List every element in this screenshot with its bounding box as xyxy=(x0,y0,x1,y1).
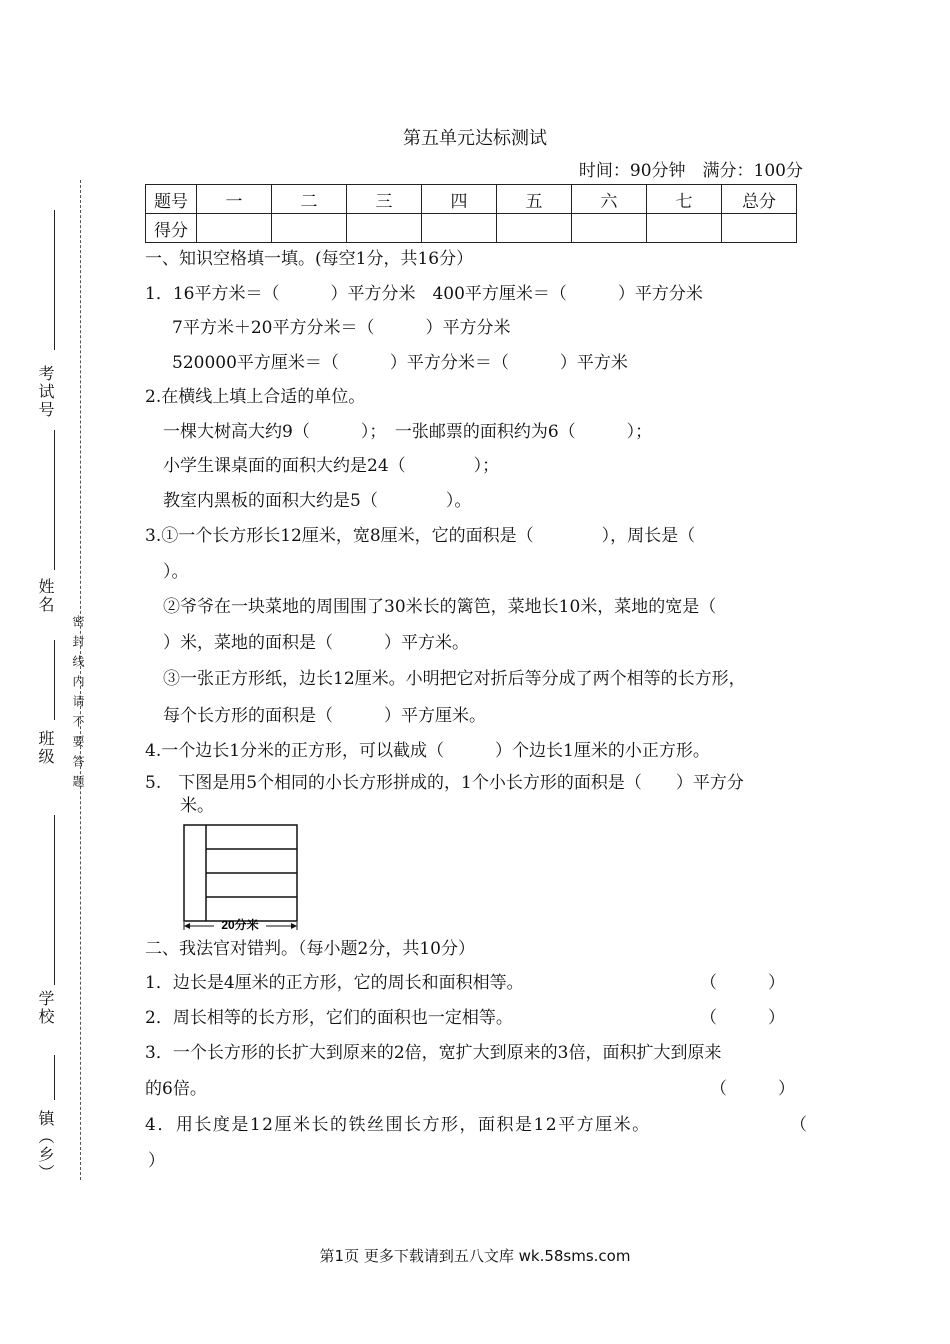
school-field[interactable] xyxy=(54,815,55,985)
question-4: 4.一个边长1分米的正方形，可以截成（ ）个边长1厘米的小正方形。 xyxy=(145,741,710,761)
score-table-score-row xyxy=(146,214,797,243)
table-cell: 三 xyxy=(347,185,422,214)
table-cell: 总分 xyxy=(722,185,797,214)
score-input-cell[interactable] xyxy=(497,214,572,243)
score-table-header-row xyxy=(146,185,797,214)
question-2-line-1: 一棵大树高大约9（ ）； 一张邮票的面积约为6（ ）； xyxy=(163,422,653,442)
seal-warning: 密封线内请不要答题 xyxy=(71,615,85,795)
score-input-cell[interactable] xyxy=(572,214,647,243)
judge-question-2: 2．周长相等的长方形，它们的面积也一定相等。 xyxy=(145,1008,513,1028)
table-cell: 六 xyxy=(572,185,647,214)
table-cell: 二 xyxy=(272,185,347,214)
question-2-heading: 2.在横线上填上合适的单位。 xyxy=(145,387,366,407)
judge-answer-2[interactable]: （ ） xyxy=(700,1008,785,1028)
score-input-cell[interactable] xyxy=(197,214,272,243)
table-cell: 一 xyxy=(197,185,272,214)
class-field[interactable] xyxy=(54,640,55,720)
class-label: 班级 xyxy=(36,730,55,766)
question-2-line-2: 小学生课桌面的面积大约是24（ ）； xyxy=(163,456,500,476)
dimension-arrow xyxy=(291,923,297,929)
question-3-line-3: ②爷爷在一块菜地的周围围了30米长的篱笆，菜地长10米，菜地的宽是（ xyxy=(163,597,717,617)
score-input-cell[interactable] xyxy=(422,214,497,243)
judge-answer-4-open[interactable]: （ xyxy=(790,1115,807,1135)
score-input-cell[interactable] xyxy=(722,214,797,243)
table-cell: 七 xyxy=(647,185,722,214)
table-cell: 四 xyxy=(422,185,497,214)
name-label: 姓名 xyxy=(36,578,55,614)
question-3-line-2: ）。 xyxy=(163,562,189,582)
exam-meta: 时间：90分钟 满分：100分 xyxy=(578,161,803,181)
question-1-line-1: 1．16平方米＝（ ）平方分米 400平方厘米＝（ ）平方分米 xyxy=(145,284,703,304)
question-5-line-1: 5. 下图是用5个相同的小长方形拼成的，1个小长方形的面积是（ ）平方分 xyxy=(145,773,744,793)
dimension-arrow xyxy=(184,923,190,929)
judge-question-3-line-1: 3．一个长方形的长扩大到原来的2倍，宽扩大到原来的3倍，面积扩大到原来 xyxy=(145,1043,722,1063)
judge-answer-1[interactable]: （ ） xyxy=(700,973,785,993)
name-field[interactable] xyxy=(54,430,55,570)
table-cell: 得分 xyxy=(146,214,197,243)
town-label: 镇（乡） xyxy=(36,1110,55,1182)
question-5-line-2: 米。 xyxy=(180,796,214,816)
dimension-label: 20分米 xyxy=(221,918,259,932)
score-table xyxy=(145,184,797,243)
score-input-cell[interactable] xyxy=(272,214,347,243)
question-3-line-4: ）米，菜地的面积是（ ）平方米。 xyxy=(163,633,469,653)
page-title: 第五单元达标测试 xyxy=(403,128,547,149)
school-label: 学校 xyxy=(36,990,55,1026)
judge-answer-3[interactable]: （ ） xyxy=(710,1079,795,1099)
exam-number-label: 考试号 xyxy=(36,365,55,419)
exam-number-field[interactable] xyxy=(54,210,55,350)
rectangles-figure xyxy=(180,822,305,932)
question-3-line-5: ③一张正方形纸，边长12厘米。小明把它对折后等分成了两个相等的长方形， xyxy=(163,669,746,689)
score-input-cell[interactable] xyxy=(347,214,422,243)
question-2-line-3: 教室内黑板的面积大约是5（ ）。 xyxy=(163,491,472,511)
judge-question-4-line-1: 4．用长度是12厘米长的铁丝围长方形，面积是12平方厘米。 xyxy=(145,1115,651,1135)
score-input-cell[interactable] xyxy=(647,214,722,243)
question-3-line-1: 3.①一个长方形长12厘米，宽8厘米，它的面积是（ ），周长是（ xyxy=(145,526,696,546)
table-cell: 题号 xyxy=(146,185,197,214)
question-3-line-6: 每个长方形的面积是（ ）平方厘米。 xyxy=(163,706,486,726)
section-one-heading: 一、知识空格填一填。(每空1分，共16分） xyxy=(145,249,474,269)
page-footer: 第1页 更多下载请到五八文库 wk.58sms.com xyxy=(319,1247,631,1265)
question-1-line-2: 7平方米＋20平方分米＝（ ）平方分米 xyxy=(172,318,511,338)
judge-question-1: 1．边长是4厘米的正方形，它的周长和面积相等。 xyxy=(145,973,524,993)
section-two-heading: 二、我法官对错判。（每小题2分，共10分） xyxy=(145,939,475,959)
town-field[interactable] xyxy=(54,1055,55,1100)
judge-question-3-line-2: 的6倍。 xyxy=(145,1079,207,1099)
judge-answer-4-close: ） xyxy=(148,1151,165,1171)
table-cell: 五 xyxy=(497,185,572,214)
question-1-line-3: 520000平方厘米＝（ ）平方分米＝（ ）平方米 xyxy=(172,353,628,373)
